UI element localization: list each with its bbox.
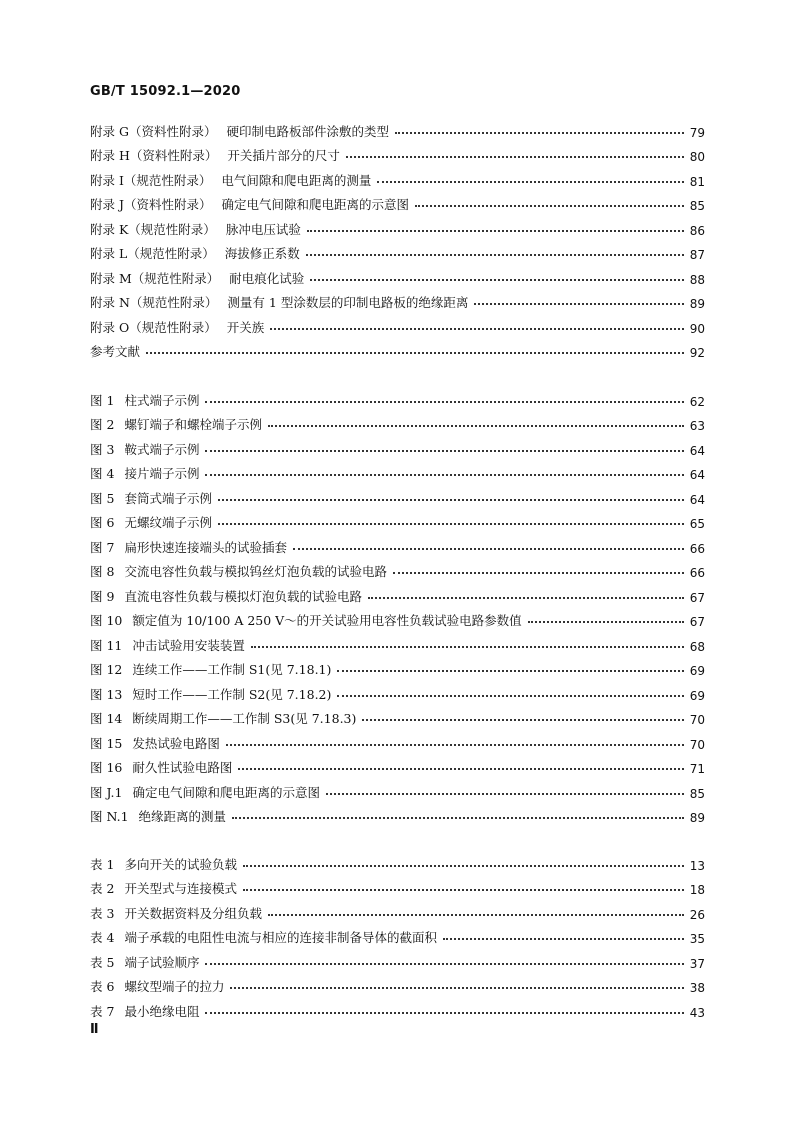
toc-entry-page: 69 [689, 688, 705, 703]
toc-entry-page: 85 [689, 786, 705, 801]
toc-entry-page: 63 [689, 419, 705, 433]
toc-entry-page: 85 [689, 199, 705, 213]
dot-leader [205, 449, 683, 452]
toc-entry-label [90, 538, 293, 556]
toc-entry-label [90, 734, 226, 752]
toc-entry-number: 图 4 [90, 466, 115, 481]
toc-entry-title: 螺纹型端子的拉力 [124, 979, 225, 994]
table-list [90, 848, 705, 1020]
toc-entry-number: 图 14 [90, 711, 123, 726]
toc-entry-title: 额定值为 10/100 A 250 V～的开关试验用电容性负载试验电路参数值 [132, 613, 522, 628]
table-entry[interactable] [90, 848, 705, 873]
toc-entry-page: 89 [689, 297, 705, 311]
toc-entry-number: 表 5 [90, 954, 115, 970]
toc-entry-page: 87 [689, 248, 705, 262]
toc-entry-label [90, 977, 230, 995]
toc-entry-label [90, 489, 218, 507]
toc-entry-label [90, 415, 268, 433]
toc-entry-number: 表 4 [90, 930, 115, 945]
toc-entry-label [90, 1002, 205, 1020]
toc-entry-page: 71 [689, 762, 705, 776]
toc-entry-title: 发热试验电路图 [132, 735, 220, 751]
toc-entry-title: 接片端子示例 [124, 466, 200, 481]
figure-entry[interactable] [90, 580, 705, 605]
toc-entry-title: 连续工作——工作制 S1(见 7.18.1) [132, 662, 332, 677]
figure-entry[interactable] [90, 605, 705, 630]
toc-entry-number: 附录 H（资料性附录） [90, 148, 218, 163]
toc-entry-label [90, 342, 146, 360]
toc-entry-title: 开关插片部分的尺寸 [227, 148, 340, 163]
toc-entry-number: 图 2 [90, 417, 115, 432]
toc-entry-title: 开关族 [226, 319, 265, 335]
figure-entry[interactable] [90, 727, 705, 752]
appendix-entry[interactable] [90, 311, 705, 336]
toc-entry-page: 64 [689, 443, 705, 458]
toc-entry-page: 70 [689, 737, 705, 752]
figure-entry[interactable] [90, 752, 705, 777]
toc-entry-title: 无螺纹端子示例 [124, 515, 212, 530]
toc-entry-title: 交流电容性负载与模拟钨丝灯泡负载的试验电路 [124, 564, 387, 579]
toc-entry-page: 65 [689, 517, 705, 531]
toc-entry-label [90, 660, 337, 678]
figure-list [90, 384, 705, 825]
toc-entry-number: 图 13 [90, 686, 123, 702]
appendix-entry[interactable] [90, 262, 705, 287]
appendix-entry[interactable] [90, 238, 705, 263]
dot-leader [395, 131, 684, 134]
toc-entry-number: 表 7 [90, 1003, 115, 1019]
toc-entry-number: 附录 J（资料性附录） [90, 197, 212, 212]
figure-entry[interactable] [90, 654, 705, 679]
toc-entry-title: 端子承载的电阻性电流与相应的连接非制备导体的截面积 [124, 930, 437, 945]
toc-entry-number: 图 12 [90, 662, 123, 677]
toc-entry-page: 88 [689, 272, 705, 287]
toc-entry-title: 短时工作——工作制 S2(见 7.18.2) [132, 686, 332, 702]
toc-entry-number: 图 N.1 [90, 809, 129, 824]
toc-entry-label [90, 440, 205, 458]
dot-leader [238, 767, 683, 770]
toc-entry-page: 43 [689, 1005, 705, 1020]
toc-entry-number: 图 6 [90, 515, 115, 530]
toc-entry-title: 开关数据资料及分组负载 [124, 905, 262, 921]
appendix-entry[interactable] [90, 213, 705, 238]
toc-entry-number: 表 2 [90, 881, 115, 896]
page-number: Ⅱ [90, 1022, 99, 1037]
toc-entry-label [90, 904, 268, 922]
appendix-entry[interactable] [90, 140, 705, 165]
toc-entry-label [90, 220, 307, 238]
toc-entry-page: 90 [689, 321, 705, 336]
toc-entry-label [90, 513, 218, 531]
toc-entry-page: 66 [689, 566, 705, 580]
toc-entry-page: 81 [689, 174, 705, 189]
toc-entry-page: 89 [689, 811, 705, 825]
toc-entry-label [90, 562, 393, 580]
figure-entry[interactable] [90, 703, 705, 728]
toc-entry-label [90, 879, 243, 897]
toc-entry-label [90, 587, 368, 605]
toc-entry-number: 表 6 [90, 979, 115, 994]
toc-entry-title: 参考文献 [90, 344, 141, 359]
toc-entry-title: 电气间隙和爬电距离的测量 [221, 172, 372, 188]
dot-leader [205, 400, 683, 403]
toc-entry-page: 62 [689, 394, 705, 409]
document-code: GB/T 15092.1—2020 [90, 84, 241, 99]
toc-entry-title: 断续周期工作——工作制 S3(见 7.18.3) [132, 711, 357, 726]
dot-leader [337, 694, 683, 697]
dot-leader [270, 327, 683, 330]
toc-entry-page: 67 [689, 615, 705, 629]
dot-leader [346, 155, 684, 158]
table-entry[interactable] [90, 873, 705, 898]
toc-entry-number: 附录 G（资料性附录） [90, 123, 217, 139]
toc-entry-label [90, 464, 205, 482]
figure-entry[interactable] [90, 556, 705, 581]
toc-entry-label [90, 146, 346, 164]
toc-entry-number: 图 10 [90, 613, 123, 628]
dot-leader [205, 962, 683, 965]
dot-leader [393, 571, 684, 574]
toc-entry-page: 70 [689, 713, 705, 727]
dot-leader [218, 498, 684, 501]
dot-leader [268, 424, 684, 427]
toc-entry-number: 图 9 [90, 588, 115, 604]
toc-entry-title: 硬印制电路板部件涂敷的类型 [226, 123, 389, 139]
toc-entry-number: 图 11 [90, 637, 123, 653]
table-entry[interactable] [90, 897, 705, 922]
figure-entry[interactable] [90, 433, 705, 458]
toc-entry-label [90, 318, 270, 336]
toc-entry-page: 67 [689, 590, 705, 605]
table-entry[interactable] [90, 971, 705, 996]
figure-entry[interactable] [90, 678, 705, 703]
toc-entry-page: 35 [689, 932, 705, 946]
toc-entry-label [90, 269, 310, 287]
toc-entry-title: 确定电气间隙和爬电距离的示意图 [132, 784, 320, 800]
toc-entry-title: 确定电气间隙和爬电距离的示意图 [221, 197, 410, 212]
figure-entry[interactable] [90, 801, 705, 826]
dot-leader [307, 229, 684, 232]
dot-leader [310, 278, 683, 281]
dot-leader [326, 792, 684, 795]
toc-entry-label [90, 171, 377, 189]
dot-leader [368, 596, 684, 599]
toc-entry-number: 附录 I（规范性附录） [90, 172, 212, 188]
toc-entry-title: 耐久性试验电路图 [132, 760, 233, 775]
toc-entry-title: 直流电容性负载与模拟灯泡负载的试验电路 [124, 588, 362, 604]
toc-entry-number: 图 8 [90, 564, 115, 579]
toc-entry-title: 绝缘距离的测量 [138, 809, 227, 824]
toc-entry-number: 图 1 [90, 392, 115, 408]
toc-entry-page: 37 [689, 956, 705, 971]
toc-entry-title: 海拔修正系数 [224, 246, 300, 261]
toc-entry-label [90, 709, 362, 727]
dot-leader [230, 986, 683, 989]
toc-entry-page: 68 [689, 639, 705, 654]
dot-leader [415, 204, 684, 207]
toc-entry-label [90, 636, 251, 654]
toc-entry-title: 脉冲电压试验 [225, 221, 301, 237]
toc-entry-page: 64 [689, 492, 705, 507]
toc-entry-title: 冲击试验用安装装置 [132, 637, 245, 653]
dot-leader [443, 937, 684, 940]
toc-entry-title: 套筒式端子示例 [124, 490, 212, 506]
dot-leader [268, 913, 684, 916]
figure-entry[interactable] [90, 384, 705, 409]
toc-entry-page: 38 [689, 981, 705, 995]
appendix-entry[interactable] [90, 115, 705, 140]
toc-entry-label [90, 807, 232, 825]
toc-entry-number: 图 16 [90, 760, 123, 775]
dot-leader [232, 816, 684, 819]
toc-entry-label [90, 953, 205, 971]
toc-entry-page: 18 [689, 883, 705, 897]
dot-leader [243, 888, 684, 891]
toc-entry-number: 附录 M（规范性附录） [90, 270, 220, 286]
toc-entry-label [90, 122, 395, 140]
toc-entry-number: 图 5 [90, 490, 115, 506]
figure-entry[interactable] [90, 776, 705, 801]
dot-leader [205, 473, 683, 476]
dot-leader [226, 743, 684, 746]
toc-entry-title: 最小绝缘电阻 [124, 1003, 200, 1019]
dot-leader [205, 1011, 683, 1014]
dot-leader [306, 253, 684, 256]
toc-entry-title: 扁形快速连接端头的试验插套 [124, 539, 287, 555]
toc-entry-page: 26 [689, 907, 705, 922]
dot-leader [362, 718, 683, 721]
toc-entry-label [90, 611, 528, 629]
toc-entry-number: 图 15 [90, 735, 123, 751]
toc-entry-number: 图 J.1 [90, 784, 123, 800]
table-entry[interactable] [90, 922, 705, 947]
toc-entry-label [90, 244, 306, 262]
toc-entry-label [90, 855, 243, 873]
toc-entry-title: 多向开关的试验负载 [124, 856, 237, 872]
toc-entry-title: 开关型式与连接模式 [124, 881, 237, 896]
toc-entry-number: 附录 O（规范性附录） [90, 319, 217, 335]
table-entry[interactable] [90, 946, 705, 971]
toc-entry-title: 柱式端子示例 [124, 392, 200, 408]
dot-leader [474, 302, 683, 305]
toc-entry-title: 鞍式端子示例 [124, 441, 200, 457]
appendix-entry[interactable] [90, 189, 705, 214]
toc-entry-number: 图 7 [90, 539, 115, 555]
appendix-entry[interactable] [90, 287, 705, 312]
toc-entry-title: 端子试验顺序 [124, 954, 200, 970]
toc-entry-label [90, 685, 337, 703]
toc-entry-title: 螺钉端子和螺栓端子示例 [124, 417, 262, 432]
appendix-entry[interactable] [90, 164, 705, 189]
figure-entry[interactable] [90, 482, 705, 507]
toc-entry-page: 64 [689, 468, 705, 482]
dot-leader [218, 522, 684, 525]
figure-entry[interactable] [90, 629, 705, 654]
toc-entry-number: 表 3 [90, 905, 115, 921]
dot-leader [337, 669, 683, 672]
figure-entry[interactable] [90, 531, 705, 556]
toc-entry-page: 13 [689, 858, 705, 873]
dot-leader [377, 180, 683, 183]
toc-entry-number: 附录 K（规范性附录） [90, 221, 216, 237]
dot-leader [528, 620, 684, 623]
dot-leader [146, 351, 684, 354]
dot-leader [243, 864, 684, 867]
toc-entry-number: 图 3 [90, 441, 115, 457]
figure-entry[interactable] [90, 458, 705, 483]
toc-entry-page: 69 [689, 664, 705, 678]
toc-entry-label [90, 758, 238, 776]
toc-entry-page: 86 [689, 223, 705, 238]
toc-entry-number: 附录 L（规范性附录） [90, 246, 215, 261]
toc-entry-page: 66 [689, 541, 705, 556]
figure-entry[interactable] [90, 507, 705, 532]
toc-entry-number: 附录 N（规范性附录） [90, 295, 218, 310]
dot-leader [251, 645, 684, 648]
toc-entry-page: 79 [689, 125, 705, 140]
toc-entry-label [90, 293, 474, 311]
figure-entry[interactable] [90, 409, 705, 434]
table-entry[interactable] [90, 995, 705, 1020]
appendix-list [90, 115, 705, 360]
toc-entry-number: 表 1 [90, 856, 115, 872]
toc-entry-label [90, 783, 326, 801]
toc-entry-title: 测量有 1 型涂数层的印制电路板的绝缘距离 [227, 295, 469, 310]
toc-entry-page: 80 [689, 150, 705, 164]
dot-leader [293, 547, 684, 550]
toc-entry-page: 92 [689, 346, 705, 360]
appendix-entry[interactable] [90, 336, 705, 361]
toc-entry-label [90, 928, 443, 946]
toc-entry-label [90, 391, 205, 409]
toc-entry-label [90, 195, 415, 213]
toc-entry-title: 耐电痕化试验 [229, 270, 305, 286]
